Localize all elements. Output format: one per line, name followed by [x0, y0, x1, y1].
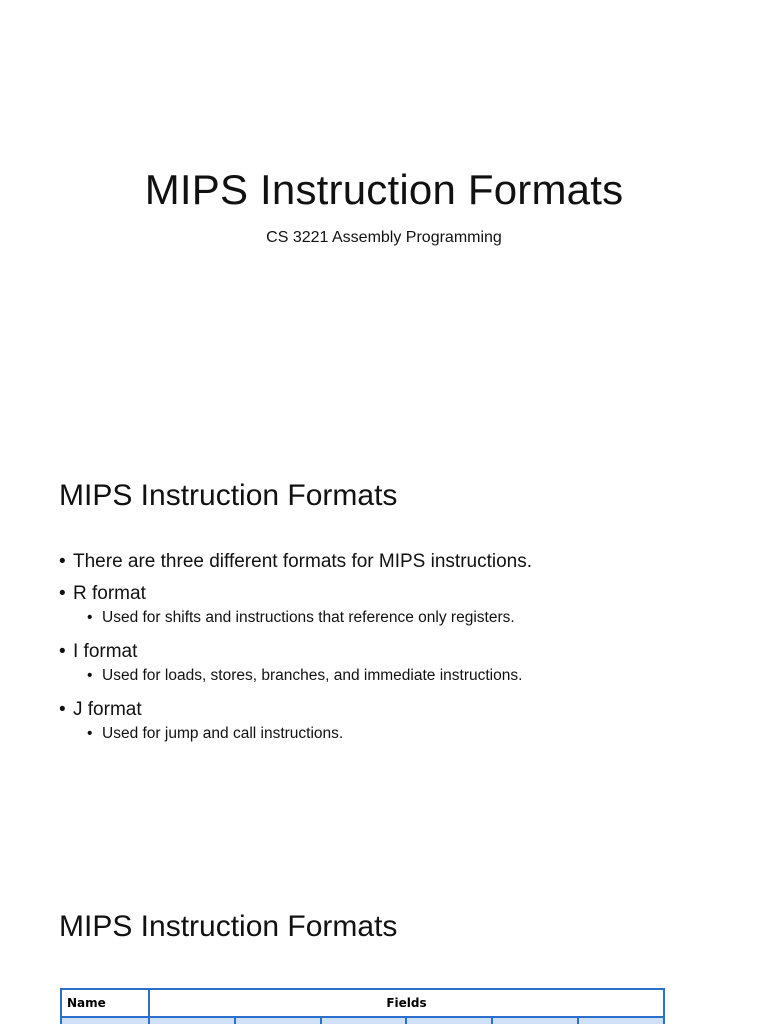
bullet-item-r-format: • R format [59, 581, 532, 607]
sub-bullet-item: • Used for jump and call instructions. [87, 723, 532, 755]
table-header-fields: Fields [149, 989, 664, 1017]
table-cell [61, 1017, 149, 1024]
table-cell [578, 1017, 664, 1024]
table-row [61, 1017, 664, 1024]
slide-subtitle: CS 3221 Assembly Programming [266, 229, 502, 246]
table-cell [321, 1017, 407, 1024]
slide-heading: MIPS Instruction Formats [59, 910, 398, 943]
slide-title: MIPS Instruction Formats [144, 166, 624, 213]
sub-bullet-item: • Used for loads, stores, branches, and immediate instructions. [87, 665, 532, 697]
table-cell [406, 1017, 492, 1024]
bullet-list [59, 549, 532, 755]
table-header-name: Name [61, 989, 149, 1017]
table-cell [149, 1017, 235, 1024]
table-cell [492, 1017, 578, 1024]
table-slide [0, 868, 768, 1024]
title-slide [0, 0, 768, 434]
slide-heading: MIPS Instruction Formats [59, 479, 398, 512]
table-header-row [61, 989, 664, 1017]
bullet-item-j-format: • J format [59, 697, 532, 723]
bullet-item: • There are three different formats for MIPS instructions. [59, 549, 532, 581]
sub-bullet-item: • Used for shifts and instructions that reference only registers. [87, 607, 532, 639]
bullet-item-i-format: • I format [59, 639, 532, 665]
overview-slide [0, 434, 768, 868]
table-cell [235, 1017, 321, 1024]
instruction-fields-table [60, 988, 665, 1024]
